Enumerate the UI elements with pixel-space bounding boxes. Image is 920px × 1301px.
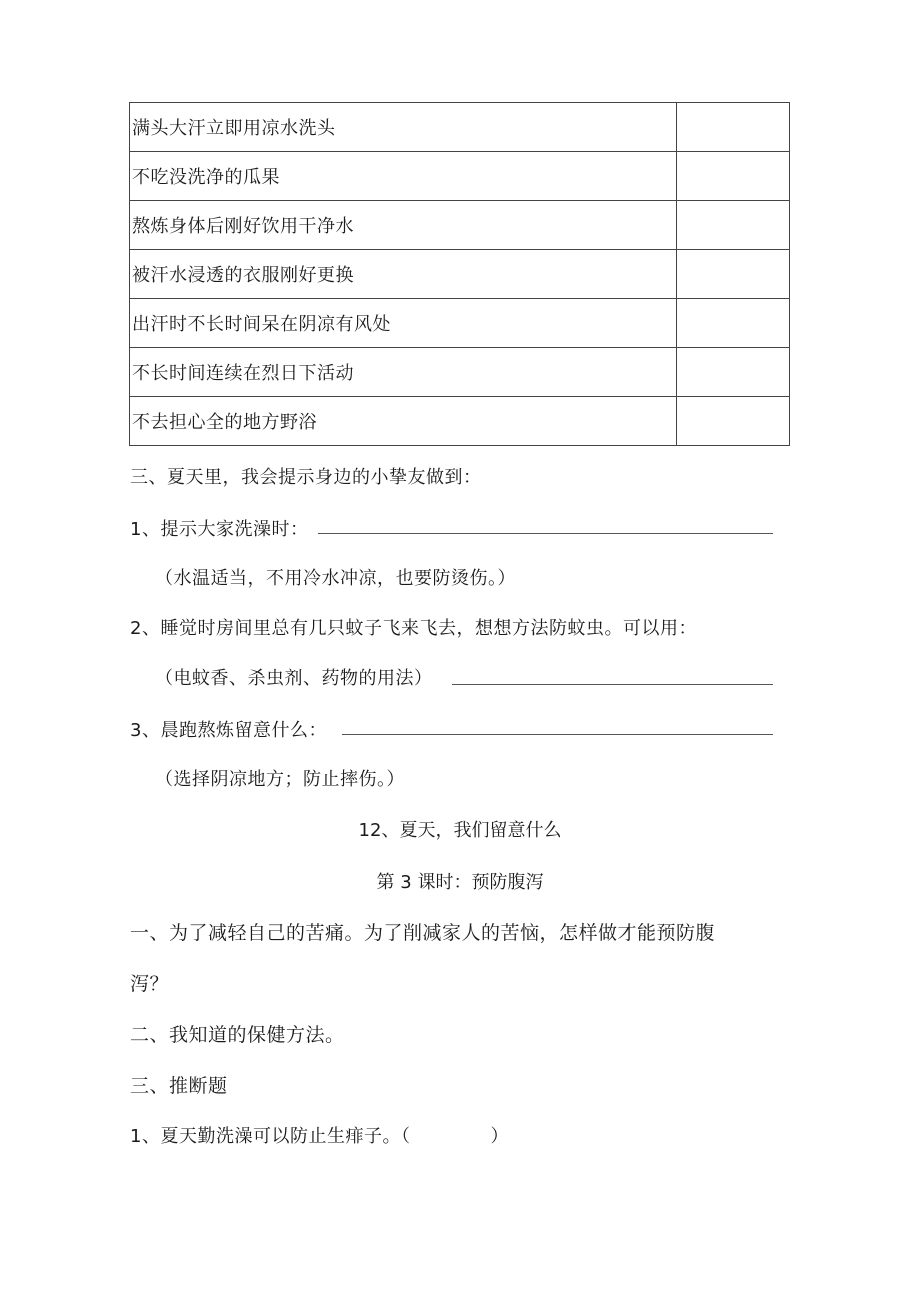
- table-mark-cell[interactable]: [676, 152, 789, 201]
- lesson-title: 12、夏天，我们留意什么: [358, 820, 562, 841]
- table-row: [130, 348, 790, 397]
- table-item-text: 熬炼身体后刚好饮用干净水: [130, 201, 677, 250]
- lesson-question-3: 三、推断题: [130, 1075, 228, 1097]
- question-2-answer-line[interactable]: [452, 684, 773, 685]
- table-row: [130, 250, 790, 299]
- table-row: [130, 299, 790, 348]
- table-row: [130, 397, 790, 446]
- table-mark-cell[interactable]: [676, 397, 789, 446]
- table-item-text: 满头大汗立即用凉水洗头: [130, 103, 677, 152]
- table-mark-cell[interactable]: [676, 250, 789, 299]
- lesson-subtitle: 第 3 课时：预防腹泻: [376, 872, 544, 893]
- question-1-answer-line[interactable]: [318, 533, 773, 534]
- judge-question-1: [130, 1122, 509, 1148]
- section-3-heading: 三、夏天里，我会提示身边的小挚友做到：: [130, 467, 482, 488]
- lesson-question-2: 二、我知道的保健方法。: [130, 1024, 345, 1046]
- table-item-text: 不吃没洗净的瓜果: [130, 152, 677, 201]
- question-3-answer-line[interactable]: [342, 734, 773, 735]
- table-mark-cell[interactable]: [676, 201, 789, 250]
- table-row: [130, 152, 790, 201]
- question-3-answer: （选择阴凉地方；防止摔伤。）: [155, 769, 405, 790]
- table-item-text: 不去担心全的地方野浴: [130, 397, 677, 446]
- table-row: [130, 103, 790, 152]
- judge-question-1-close: ）: [490, 1126, 509, 1147]
- table-mark-cell[interactable]: [676, 103, 789, 152]
- behavior-check-table: [129, 102, 790, 446]
- table-item-text: 被汗水浸透的衣服刚好更换: [130, 250, 677, 299]
- question-2-label: 2、睡觉时房间里总有几只蚊子飞来飞去，想想方法防蚊虫。可以用：: [130, 618, 697, 639]
- table-row: [130, 201, 790, 250]
- question-2-answer: （电蚊香、杀虫剂、药物的用法）: [155, 668, 433, 689]
- judge-question-1-text: 1、夏天勤洗澡可以防止生痱子。（: [130, 1126, 411, 1147]
- question-3-label: 3、晨跑熬炼留意什么：: [130, 720, 327, 741]
- table-item-text: 不长时间连续在烈日下活动: [130, 348, 677, 397]
- question-1-label: 1、提示大家洗澡时：: [130, 519, 309, 540]
- table-mark-cell[interactable]: [676, 299, 789, 348]
- question-1-answer: （水温适当，不用冷水冲凉，也要防烫伤。）: [155, 568, 516, 589]
- table-item-text: 出汗时不长时间呆在阴凉有风处: [130, 299, 677, 348]
- lesson-question-1-line-2: 泻？: [130, 973, 170, 995]
- lesson-question-1-line-1: 一、为了减轻自己的苦痛。为了削减家人的苦恼，怎样做才能预防腹: [130, 922, 716, 944]
- table-mark-cell[interactable]: [676, 348, 789, 397]
